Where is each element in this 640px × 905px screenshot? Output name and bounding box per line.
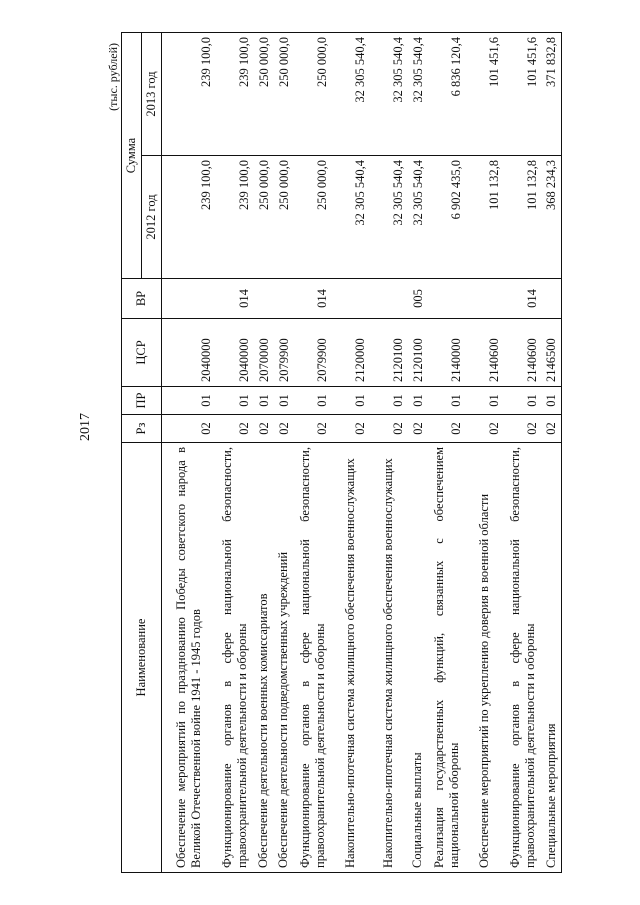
row-sum-2013: 239 100,0 — [216, 33, 254, 156]
row-sum-2013: 6 836 120,4 — [428, 33, 466, 156]
row-name: Обеспечение деятельности военных комиссариатов — [254, 443, 274, 873]
row-rz: 02 — [294, 415, 332, 443]
header-sum: Сумма — [122, 33, 142, 279]
row-csr: 2040000 — [162, 319, 216, 387]
row-sum-2012: 250 000,0 — [254, 156, 274, 279]
table-row — [504, 33, 542, 873]
row-rz: 02 — [408, 415, 428, 443]
row-sum-2013: 101 451,6 — [466, 33, 504, 156]
units-note: (тыс. рублей) — [106, 43, 120, 111]
row-pr: 01 — [428, 387, 466, 415]
row-sum-2013: 250 000,0 — [274, 33, 294, 156]
row-pr: 01 — [542, 387, 562, 415]
row-pr: 01 — [504, 387, 542, 415]
row-csr: 2120000 — [332, 319, 370, 387]
row-vr: 014 — [504, 279, 542, 319]
row-sum-2012: 250 000,0 — [294, 156, 332, 279]
row-csr: 2120100 — [408, 319, 428, 387]
row-name: Специальные мероприятия — [542, 443, 562, 873]
table-row — [408, 33, 428, 873]
table-row — [370, 33, 408, 873]
table-row — [542, 33, 562, 873]
row-rz: 02 — [274, 415, 294, 443]
row-sum-2013: 32 305 540,4 — [332, 33, 370, 156]
row-vr — [428, 279, 466, 319]
table-header — [122, 33, 162, 873]
row-rz: 02 — [216, 415, 254, 443]
budget-table — [121, 32, 562, 873]
table-row — [254, 33, 274, 873]
row-name: Обеспечение мероприятий по празднованию Победы советского народа в Великой Отечественной войне 1941 - 1945 годов — [162, 443, 216, 873]
row-sum-2012: 101 132,8 — [504, 156, 542, 279]
row-vr — [162, 279, 216, 319]
row-pr: 01 — [274, 387, 294, 415]
table-row — [428, 33, 466, 873]
row-name: Обеспечение деятельности подведомственных учреждений — [274, 443, 294, 873]
row-vr — [370, 279, 408, 319]
row-name: Обеспечение мероприятий по укреплению доверия в военной области — [466, 443, 504, 873]
row-rz: 02 — [332, 415, 370, 443]
row-csr: 2079900 — [294, 319, 332, 387]
row-name: Функционирование органов в сфере национальной безопасности, правоохранительной деятельности и обороны — [294, 443, 332, 873]
table-row — [294, 33, 332, 873]
row-rz: 02 — [370, 415, 408, 443]
row-vr — [542, 279, 562, 319]
table-row — [332, 33, 370, 873]
row-sum-2012: 32 305 540,4 — [408, 156, 428, 279]
rotated-table-sheet — [104, 33, 639, 873]
row-pr: 01 — [216, 387, 254, 415]
row-sum-2013: 32 305 540,4 — [370, 33, 408, 156]
row-rz: 02 — [428, 415, 466, 443]
row-rz: 02 — [466, 415, 504, 443]
header-pr: ПР — [122, 387, 162, 415]
row-sum-2012: 32 305 540,4 — [332, 156, 370, 279]
row-csr: 2070000 — [254, 319, 274, 387]
table-body — [162, 33, 562, 873]
row-vr: 014 — [216, 279, 254, 319]
row-name: Функционирование органов в сфере национальной безопасности, правоохранительной деятельности и обороны — [504, 443, 542, 873]
row-sum-2013: 250 000,0 — [254, 33, 274, 156]
row-pr: 01 — [254, 387, 274, 415]
row-name: Функционирование органов в сфере национальной безопасности, правоохранительной деятельности и обороны — [216, 443, 254, 873]
row-csr: 2079900 — [274, 319, 294, 387]
row-csr: 2140600 — [466, 319, 504, 387]
row-sum-2012: 6 902 435,0 — [428, 156, 466, 279]
row-name: Накопительно-ипотечная система жилищного обеспечения военнослужащих — [332, 443, 370, 873]
row-pr: 01 — [408, 387, 428, 415]
row-csr: 2120100 — [370, 319, 408, 387]
header-year-2013: 2013 год — [142, 33, 162, 156]
row-vr — [332, 279, 370, 319]
table-row — [216, 33, 254, 873]
row-csr: 2140600 — [504, 319, 542, 387]
row-vr — [254, 279, 274, 319]
row-rz: 02 — [162, 415, 216, 443]
row-sum-2013: 32 305 540,4 — [408, 33, 428, 156]
table-row — [162, 33, 216, 873]
row-rz: 02 — [542, 415, 562, 443]
page-number: 2017 — [78, 413, 93, 441]
row-sum-2012: 239 100,0 — [162, 156, 216, 279]
header-name: Наименование — [122, 443, 162, 873]
row-name: Социальные выплаты — [408, 443, 428, 873]
row-rz: 02 — [504, 415, 542, 443]
row-sum-2013: 371 832,8 — [542, 33, 562, 156]
row-vr — [466, 279, 504, 319]
row-pr: 01 — [466, 387, 504, 415]
row-vr: 014 — [294, 279, 332, 319]
table-row — [274, 33, 294, 873]
row-csr: 2146500 — [542, 319, 562, 387]
row-name: Накопительно-ипотечная система жилищного обеспечения военнослужащих — [370, 443, 408, 873]
row-csr: 2140000 — [428, 319, 466, 387]
row-vr — [274, 279, 294, 319]
row-sum-2012: 368 234,3 — [542, 156, 562, 279]
row-pr: 01 — [162, 387, 216, 415]
header-rz: Рз — [122, 415, 162, 443]
header-csr: ЦСР — [122, 319, 162, 387]
row-name: Реализация государственных функций, связанных с обеспечением национальной обороны — [428, 443, 466, 873]
row-sum-2013: 101 451,6 — [504, 33, 542, 156]
row-sum-2012: 101 132,8 — [466, 156, 504, 279]
row-vr: 005 — [408, 279, 428, 319]
row-csr: 2040000 — [216, 319, 254, 387]
table-row — [466, 33, 504, 873]
row-sum-2012: 250 000,0 — [274, 156, 294, 279]
row-sum-2012: 32 305 540,4 — [370, 156, 408, 279]
row-sum-2013: 239 100,0 — [162, 33, 216, 156]
row-sum-2012: 239 100,0 — [216, 156, 254, 279]
row-pr: 01 — [294, 387, 332, 415]
header-year-2012: 2012 год — [142, 156, 162, 279]
row-pr: 01 — [332, 387, 370, 415]
row-pr: 01 — [370, 387, 408, 415]
row-sum-2013: 250 000,0 — [294, 33, 332, 156]
row-rz: 02 — [254, 415, 274, 443]
header-vr: ВР — [122, 279, 162, 319]
